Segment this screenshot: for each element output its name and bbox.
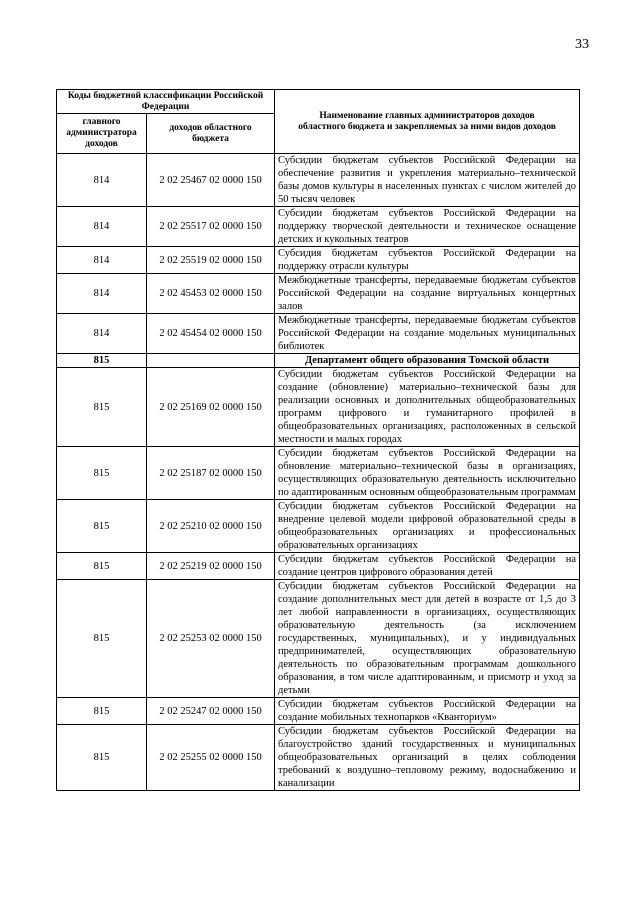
admin-code-cell: 815	[57, 354, 147, 368]
income-code-cell: 2 02 45454 02 0000 150	[147, 314, 275, 354]
income-code-cell: 2 02 25517 02 0000 150	[147, 207, 275, 247]
admin-code-cell: 815	[57, 500, 147, 553]
income-code-cell: 2 02 25255 02 0000 150	[147, 725, 275, 791]
income-name-cell: Субсидии бюджетам субъектов Российской Федерации на обновление материально–технической базы в организациях, осуществляющих образовательную деятельность исключительно по адаптированным основным общеобразовательным программам	[275, 447, 580, 500]
admin-code-cell: 814	[57, 207, 147, 247]
income-name-cell: Субсидии бюджетам субъектов Российской Федерации на создание центров цифрового образования детей	[275, 553, 580, 580]
income-code-cell: 2 02 25187 02 0000 150	[147, 447, 275, 500]
table-row	[57, 154, 580, 207]
admin-code-cell: 815	[57, 698, 147, 725]
header-name: Наименование главных администраторов доходов областного бюджета и закрепляемых за ними видов доходов	[275, 90, 580, 154]
table-row	[57, 725, 580, 791]
table-row	[57, 274, 580, 314]
income-code-cell: 2 02 25519 02 0000 150	[147, 247, 275, 274]
admin-code-cell: 815	[57, 553, 147, 580]
income-name-cell: Межбюджетные трансферты, передаваемые бюджетам субъектов Российской Федерации на создание модельных муниципальных библиотек	[275, 314, 580, 354]
admin-code-cell: 814	[57, 154, 147, 207]
table-row	[57, 447, 580, 500]
income-code-cell: 2 02 25253 02 0000 150	[147, 580, 275, 698]
table-row	[57, 580, 580, 698]
income-name-cell: Субсидия бюджетам субъектов Российской Федерации на поддержку отрасли культуры	[275, 247, 580, 274]
admin-code-cell: 815	[57, 368, 147, 447]
income-name-cell: Субсидии бюджетам субъектов Российской Федерации на обеспечение развития и укрепления материально–технической базы домов культуры в населенных пунктах с числом жителей до 50 тысяч человек	[275, 154, 580, 207]
table-row	[57, 368, 580, 447]
income-code-cell: 2 02 25169 02 0000 150	[147, 368, 275, 447]
income-name-cell: Департамент общего образования Томской области	[275, 354, 580, 368]
income-name-cell: Субсидии бюджетам субъектов Российской Федерации на поддержку творческой деятельности и техническое оснащение детских и кукольных театров	[275, 207, 580, 247]
admin-code-cell: 814	[57, 247, 147, 274]
table-row	[57, 354, 580, 368]
income-name-cell: Субсидии бюджетам субъектов Российской Федерации на создание мобильных технопарков «Кванториум»	[275, 698, 580, 725]
header-income: доходов областного бюджета	[147, 114, 275, 154]
income-code-cell: 2 02 25210 02 0000 150	[147, 500, 275, 553]
income-name-cell: Субсидии бюджетам субъектов Российской Федерации на внедрение целевой модели цифровой образовательной среды в общеобразовательных организациях и профессиональных образовательных организациях	[275, 500, 580, 553]
income-code-cell: 2 02 25219 02 0000 150	[147, 553, 275, 580]
admin-code-cell: 815	[57, 725, 147, 791]
table-row	[57, 207, 580, 247]
table-row	[57, 553, 580, 580]
page-number: 33	[575, 37, 589, 52]
table-row	[57, 500, 580, 553]
admin-code-cell: 814	[57, 274, 147, 314]
admin-code-cell: 815	[57, 580, 147, 698]
header-group: Коды бюджетной классификации Российской Федерации	[57, 90, 275, 114]
income-code-cell	[147, 354, 275, 368]
budget-codes-table	[56, 89, 580, 791]
income-name-cell: Субсидии бюджетам субъектов Российской Федерации на благоустройство зданий государственных и муниципальных общеобразовательных организаций в целях соблюдения требований к воздушно–тепловому режиму, водоснабжению и канализации	[275, 725, 580, 791]
header-admin: главного администратора доходов	[57, 114, 147, 154]
income-code-cell: 2 02 25467 02 0000 150	[147, 154, 275, 207]
table-row	[57, 314, 580, 354]
income-name-cell: Межбюджетные трансферты, передаваемые бюджетам субъектов Российской Федерации на создание виртуальных концертных залов	[275, 274, 580, 314]
income-code-cell: 2 02 45453 02 0000 150	[147, 274, 275, 314]
income-name-cell: Субсидии бюджетам субъектов Российской Федерации на создание дополнительных мест для детей в возрасте от 1,5 до 3 лет любой направленности в организациях, осуществляющих образовательную деятельность (за исключением государственных, муниципальных), и у индивидуальных предпринимателей, осуществляющих образовательную деятельность по образовательным программам дошкольного образования, в том числе адаптированным, и присмотр и уход за детьми	[275, 580, 580, 698]
income-name-cell: Субсидии бюджетам субъектов Российской Федерации на создание (обновление) материально–технической базы для реализации основных и дополнительных общеобразовательных программ цифрового и гуманитарного профилей в общеобразовательных организациях, расположенных в сельской местности и малых городах	[275, 368, 580, 447]
table-row	[57, 247, 580, 274]
admin-code-cell: 815	[57, 447, 147, 500]
table-row	[57, 698, 580, 725]
income-code-cell: 2 02 25247 02 0000 150	[147, 698, 275, 725]
admin-code-cell: 814	[57, 314, 147, 354]
